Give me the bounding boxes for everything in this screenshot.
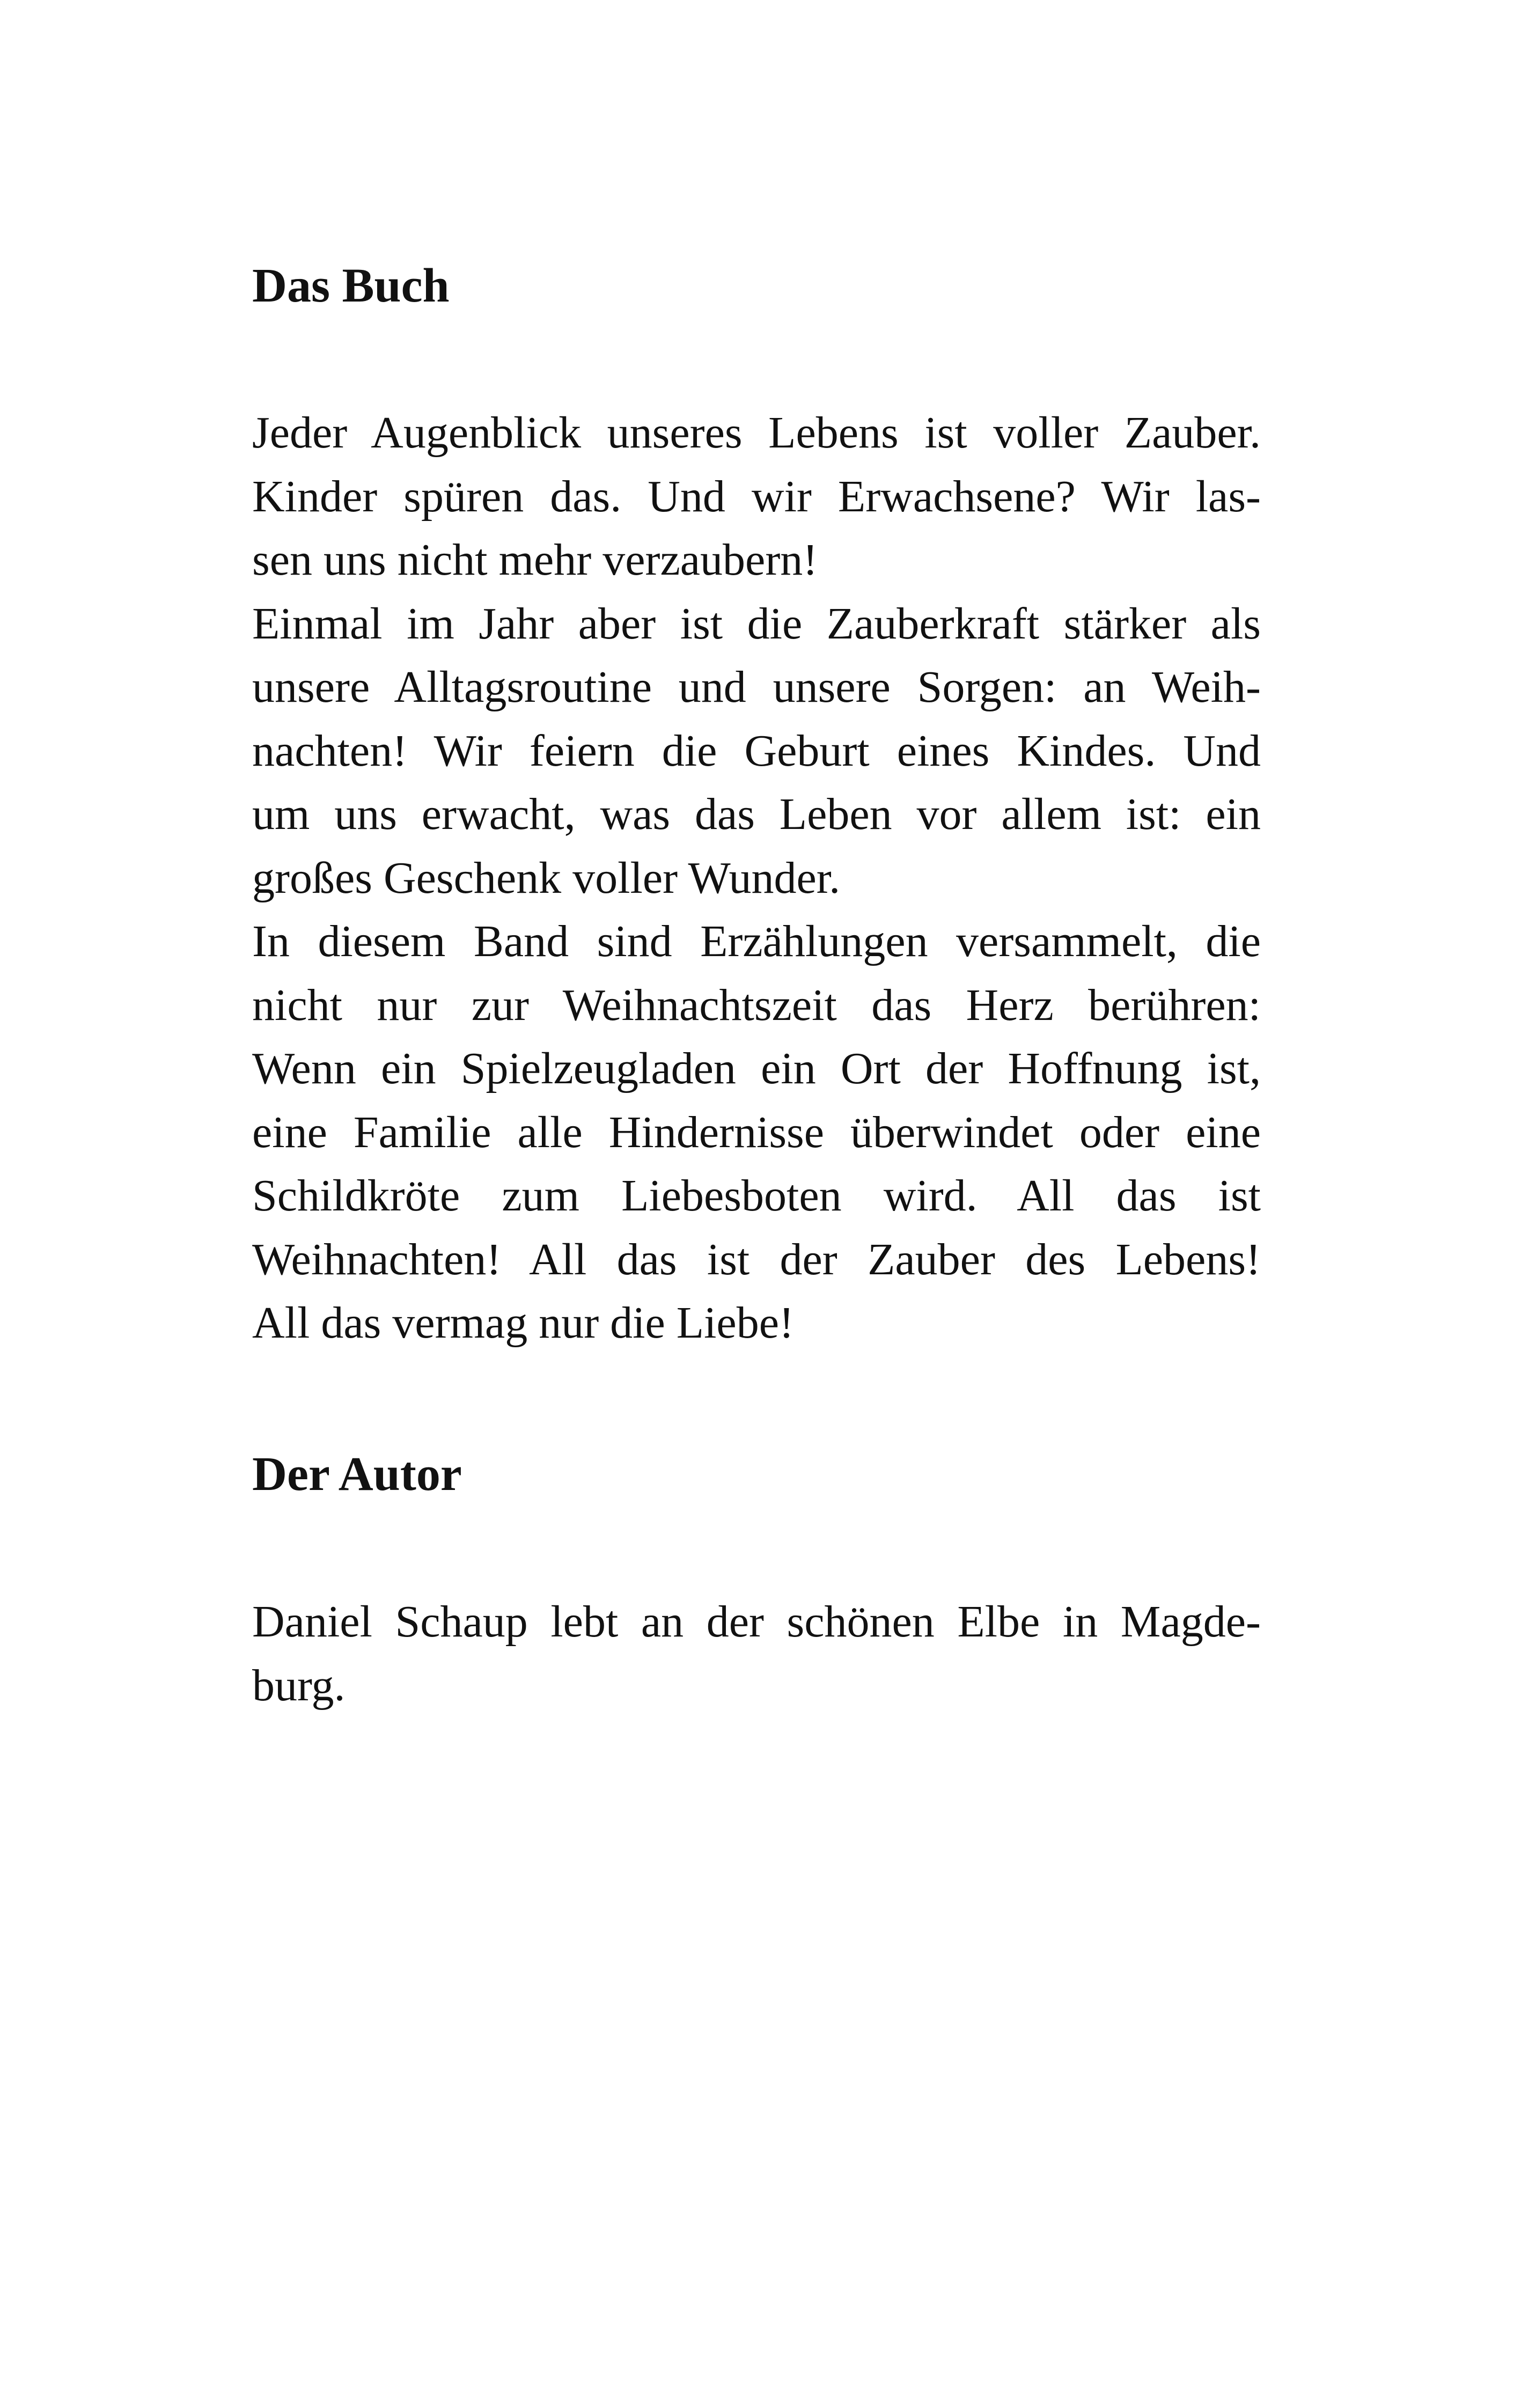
text-line: um uns erwacht, was das Leben vor allem ist: ein — [252, 789, 1261, 839]
text-line: Schildkröte zum Liebesboten wird. All das ist — [252, 1171, 1261, 1221]
book-info-page — [252, 0, 1261, 2408]
text-line: Jeder Augenblick unseres Lebens ist voller Zauber. — [252, 408, 1261, 458]
text-line: Einmal im Jahr aber ist die Zauberkraft stärker als — [252, 598, 1261, 649]
text-line: All das vermag nur die Liebe! — [252, 1298, 794, 1348]
text-line: Wenn ein Spielzeugladen ein Ort der Hoffnung ist, — [252, 1044, 1261, 1093]
book-description — [252, 401, 1261, 1355]
text-line: Kinder spüren das. Und wir Erwachsene? Wir las- — [252, 471, 1261, 522]
text-line: sen uns nicht mehr verzaubern! — [252, 535, 818, 585]
author-description — [252, 1590, 1261, 1717]
text-line: eine Familie alle Hindernisse überwindet oder eine — [252, 1107, 1261, 1157]
text-line: In diesem Band sind Erzählungen versammelt, die — [252, 916, 1261, 966]
text-line: nicht nur zur Weihnachtszeit das Herz berühren: — [252, 980, 1261, 1030]
text-line: nachten! Wir feiern die Geburt eines Kindes. Und — [252, 725, 1261, 776]
text-line: Daniel Schaup lebt an der schönen Elbe in Magde- — [252, 1597, 1261, 1647]
text-line: unsere Alltagsroutine und unsere Sorgen: an Weih- — [252, 662, 1261, 712]
text-line: großes Geschenk voller Wunder. — [252, 853, 841, 903]
text-line: burg. — [252, 1660, 346, 1710]
section-heading-author: Der Autor — [252, 1448, 462, 1501]
text-line: Weihnachten! All das ist der Zauber des Lebens! — [252, 1234, 1261, 1284]
section-heading-book: Das Buch — [252, 259, 450, 312]
